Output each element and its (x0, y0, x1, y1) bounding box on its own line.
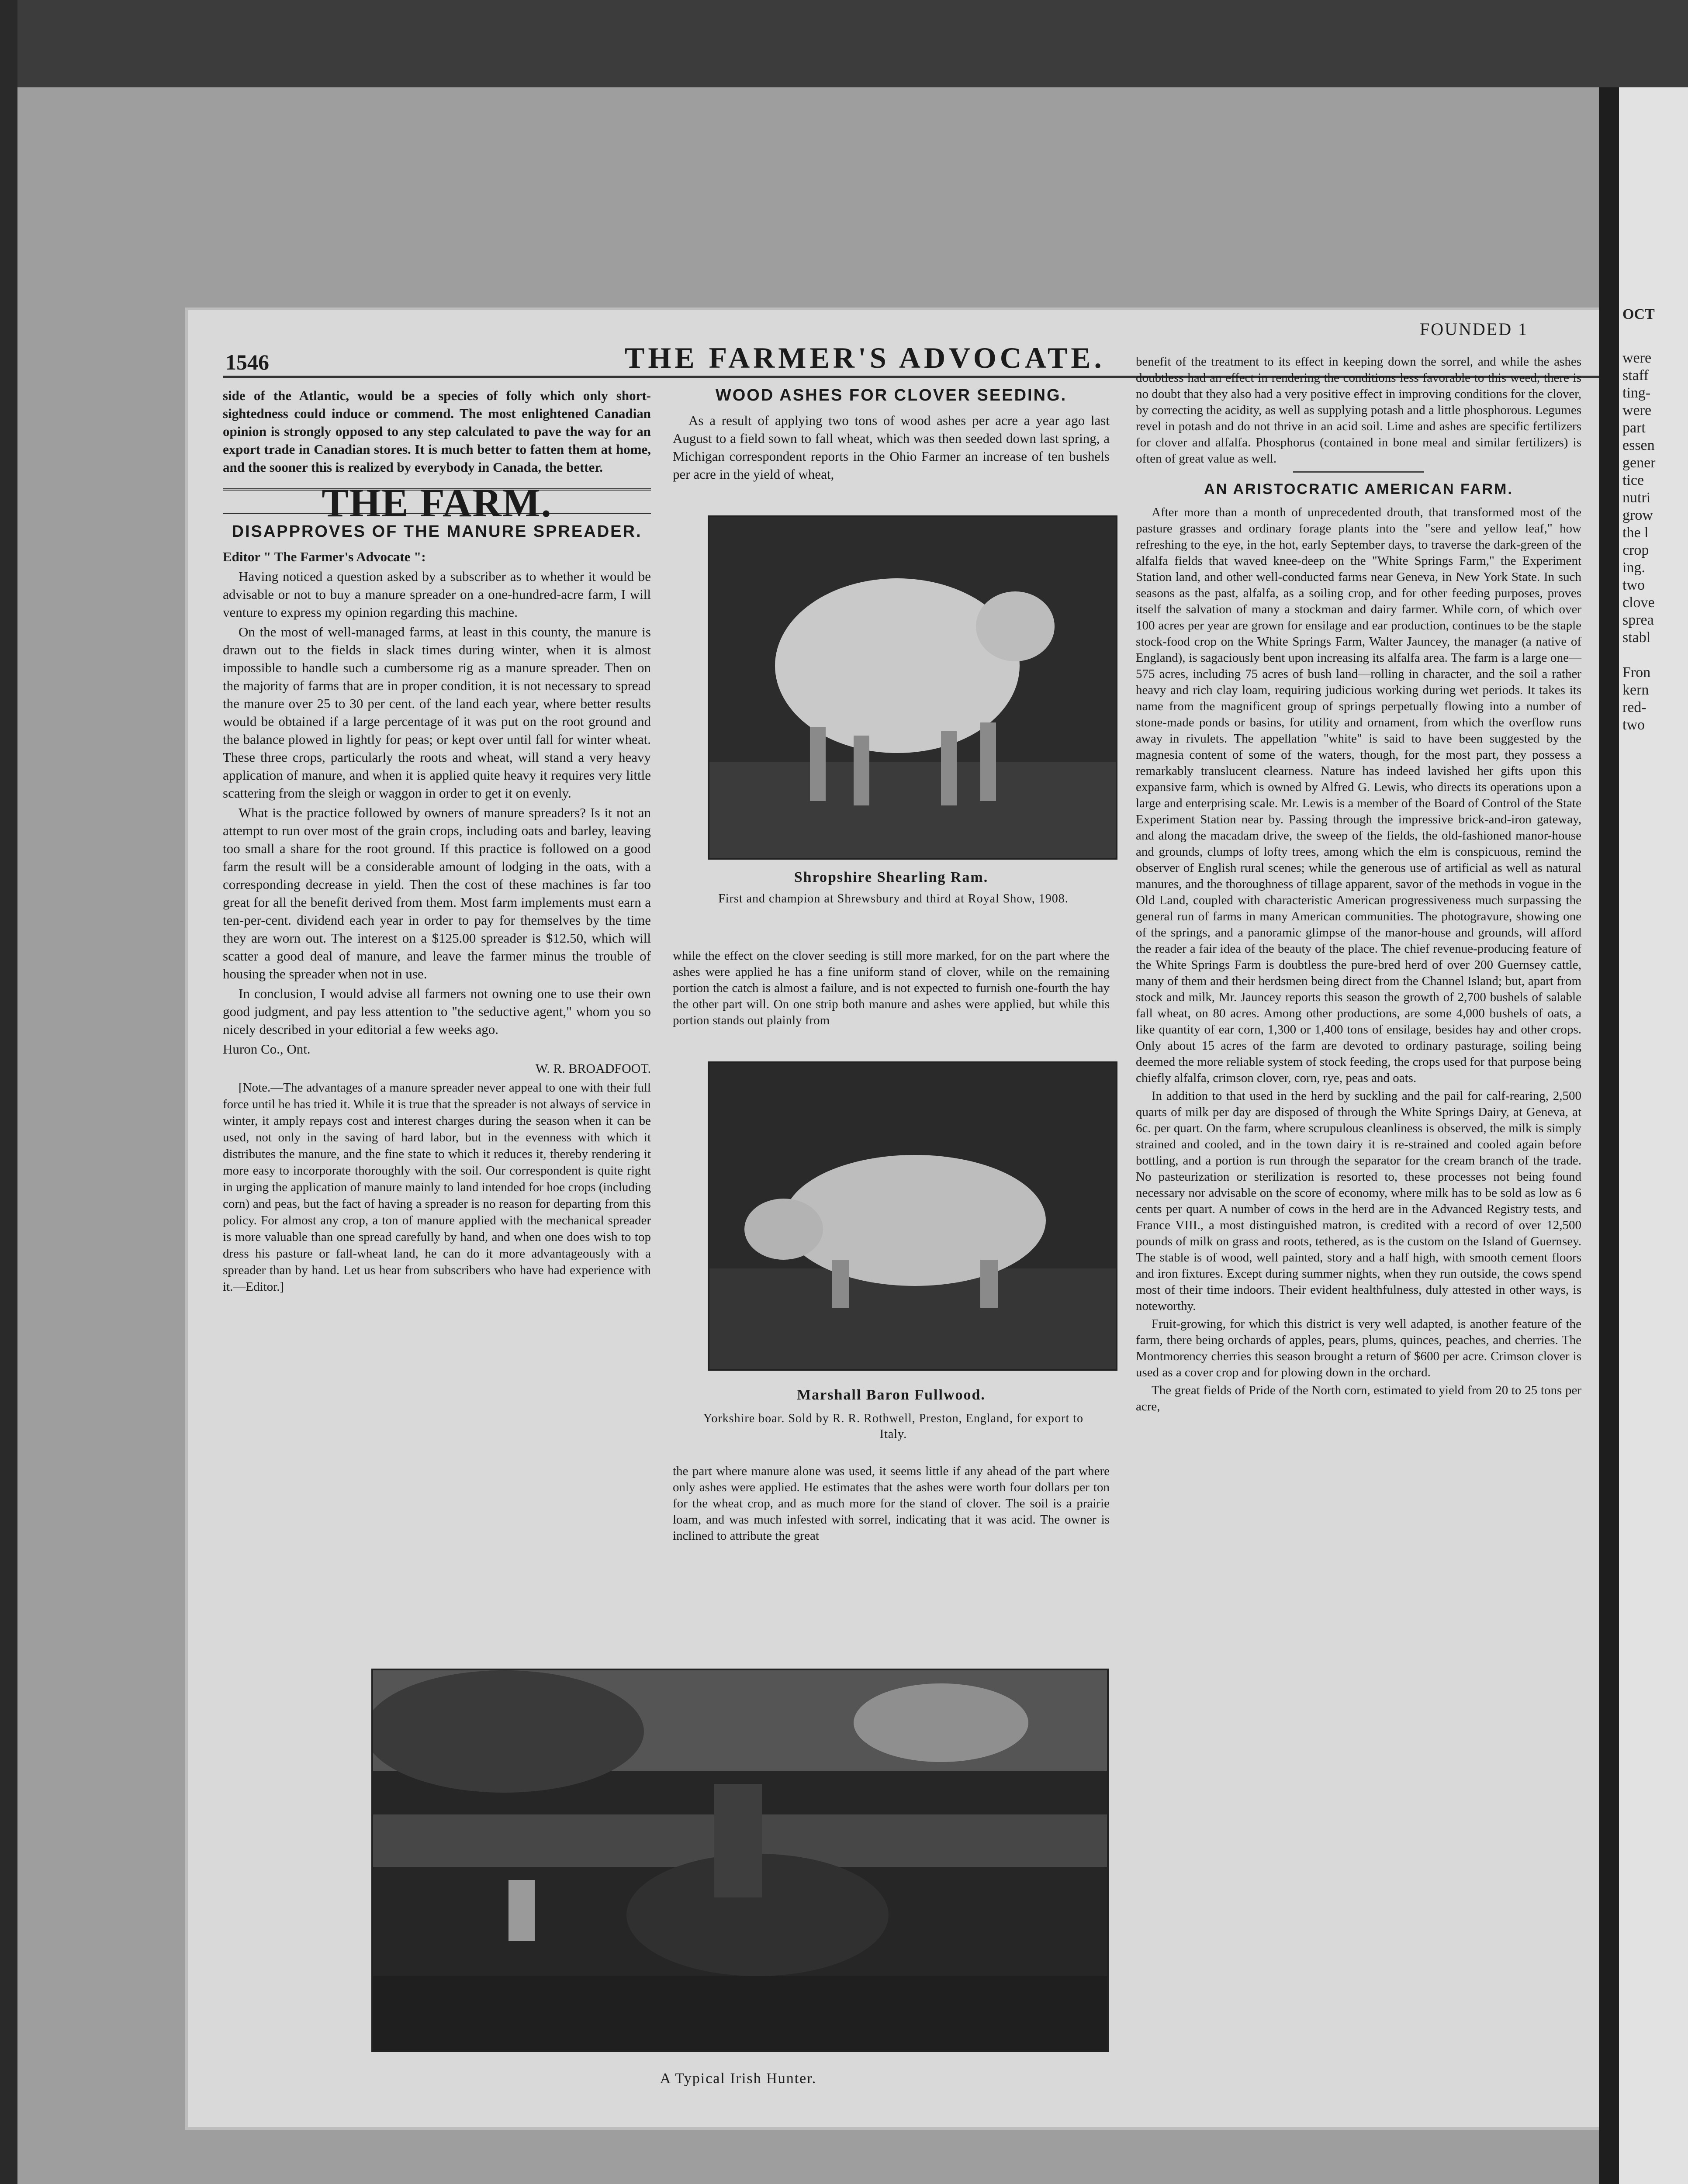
adjacent-text: staff (1622, 367, 1649, 384)
adjacent-text: part (1622, 420, 1646, 436)
adjacent-text: clove (1622, 594, 1655, 611)
adjacent-text: stabl (1622, 629, 1651, 646)
article-heading-american-farm: AN ARISTOCRATIC AMERICAN FARM. (1204, 481, 1513, 498)
photo-caption-ram: Shropshire Shearling Ram. (794, 869, 989, 885)
signature-place: Huron Co., Ont. (223, 1041, 311, 1057)
column-2-middle (673, 948, 1110, 1030)
salutation: Editor " The Farmer's Advocate ": (223, 549, 426, 564)
adjacent-text: tice (1622, 472, 1644, 488)
section-banner: THE FARM. (223, 488, 651, 514)
adjacent-page-fragment (1619, 87, 1688, 2184)
adjacent-text: two (1622, 577, 1645, 593)
adjacent-text: OCT (1622, 306, 1655, 322)
paragraph: In conclusion, I would advise all farmers not owning one to use their own good judgment, and pay less attention to "the seductive agent," whom you so nicely described in your editorial a few weeks ago. (223, 986, 651, 1037)
hunter-illustration (373, 1670, 1107, 2050)
scan-frame-left (0, 0, 17, 2184)
adjacent-text: red- (1622, 699, 1646, 715)
adjacent-text: crop (1622, 542, 1649, 558)
paragraph: On the most of well-managed farms, at least in this county, the manure is drawn out to the fields in slack times during winter, when it is almost impossible to handle such a cumbersome rig as a manure spreader. Then on the majority of farms that are in proper condition, it is not necessary to spread the manure over 25 to 30 per cent. of the land each year, where better results would be obtained if a large percentage of it was put on the root ground and the balance plowed in lightly for peas; or kept over until fall for winter wheat. These three crops, particularly the roots and wheat, will stand a very heavy application of manure, and when it is applied quite heavy it requires very little scattering from the sleigh or waggon in order to get it on evenly. (223, 624, 651, 801)
column-2 (673, 387, 1110, 485)
photo-caption-boar: Marshall Baron Fullwood. (797, 1387, 986, 1403)
divider (1293, 471, 1424, 473)
adjacent-text: nutri (1622, 490, 1651, 506)
book-binding-gutter (1599, 87, 1619, 2184)
adjacent-text: gener (1622, 455, 1656, 471)
paragraph: The great fields of Pride of the North corn, estimated to yield from 20 to 25 tons per acre, (1136, 1383, 1581, 1413)
lead-paragraph: side of the Atlantic, would be a species of folly which only short-sightedness could induce or commend. The most enlightened Canadian opinion is strongly opposed to any step calculated to pave the way for an export trade in Canadian stores. It is much better to fatten them at home, and the sooner this is realized by everybody in Canada, the better. (223, 388, 651, 475)
paragraph: As a result of applying two tons of wood ashes per acre a year ago last August to a field sown to fall wheat, which was then seeded down last spring, a Michigan correspondent reports in the Ohio Farmer an increase of ten bushels per acre in the yield of wheat, (673, 413, 1110, 482)
column-1 (223, 387, 651, 1297)
photo-irish-hunter (371, 1669, 1109, 2052)
founded-label: FOUNDED 1 (1420, 319, 1529, 339)
adjacent-text: ting- (1622, 385, 1651, 401)
paragraph: while the effect on the clover seeding is still more marked, for on the part where the ashes were applied he has a fine uniform stand of clover, while on the remaining portion the catch is almost a failure, and is not expected to furnish one-fourth the hay the other part will. On one strip both manure and ashes were applied, but while this portion stands out plainly from (673, 949, 1110, 1027)
signature-name: W. R. BROADFOOT. (535, 1061, 651, 1076)
paragraph: Having noticed a question asked by a subscriber as to whether it would be advisable or not to buy a manure spreader on a one-hundred-acre farm, I will venture to express my opinion regarding this machine. (223, 569, 651, 620)
adjacent-text: two (1622, 717, 1645, 733)
adjacent-text: Fron (1622, 664, 1651, 681)
photo-subcaption-boar: Yorkshire boar. Sold by R. R. Rothwell, Preston, England, for export to Italy. (703, 1412, 1083, 1441)
scan-frame-top (0, 0, 1688, 87)
adjacent-text: grow (1622, 507, 1653, 523)
adjacent-text: were (1622, 350, 1652, 366)
column-2-end (673, 1463, 1110, 1546)
photo-yorkshire-boar (708, 1061, 1117, 1371)
page-number: 1546 (225, 350, 269, 374)
adjacent-text: kern (1622, 682, 1649, 698)
adjacent-text: were (1622, 402, 1652, 418)
adjacent-text: ing. (1622, 560, 1645, 576)
boar-illustration (709, 1063, 1116, 1369)
paragraph: After more than a month of unprecedented drouth, that transformed most of the pasture grasses and ordinary forage plants into the "sere and yellow leaf," how refreshing to the eye, in the hot, early September days, to traverse the dark-green of the alfalfa fields that waved knee-deep on the "White Springs Farm," the Experiment Station land, and other well-conducted farms near Geneva, in New York State. In such seasons as the past, alfalfa, as a soiling crop, and for other feeding purposes, proves itself the salvation of many a stockman and dairy farmer. While corn, of which over 100 acres per year are grown for ensilage and ear production, continues to be the staple stock-food crop on the White Springs Farm, Walter Jauncey, the manager (a native of England), is sagaciously bent upon increasing its alfalfa area. The farm is a large one—575 acres, including 75 acres of bush land—rolling in character, and the soil a rather heavy and rich clay loam, requiring judicious working during wet periods. It takes its name from the magnificent group of springs perpetually flowing into a number of stone-made ponds or basins, for utility and ornament, from which the overflow runs away in rivulets. The appellation "white" is said to have been suggested by the magnesia content of some of the waters, though, for the most part, they possess a remarkably translucent clearness. Nature has indeed lavished her gifts upon this expansive farm, which is owned by Alfred G. Lewis, who directs its operations upon a large and enterprising scale. Mr. Lewis is a member of the Board of Control of the State Experiment Station near by. Passing through the impressive brick-and-iron gateway, and along the macadam drive, the sweep of the fields, the old-fashioned manor-house and grounds, clumps of lofty trees, among which the elm is conspicuous, remind the observer of English rural scenes; while the generous use of artificial as well as natural manures, and the thoroughness of tillage apparent, savor of the methods in vogue in the Old Land, coupled with characteristic American progressiveness much surpassing the general run of farms in many American communities. The photogravure, showing one of the springs, and a panoramic glimpse of the manor-house and grounds, will afford the reader a fair idea of the beauty of the place. The chief revenue-producing feature of the White Springs Farm is doubtless the pure-bred herd of over 200 Guernsey cattle, many of them and their herdsmen being direct from the Channel Island; but, apart from stock and milk, Mr. Jauncey reports this season the growth of 2,700 bushels of salable fall wheat, on 80 acres. Among other productions, are some 4,000 bushels of oats, a like quantity of ear corn, 1,300 or 1,400 tons of ensilage, besides hay and other crops. Only about 15 acres of the farm are devoted to ordinary pasturage, soiling being deemed the more reliable system of stock feeding, the crops used for that purpose being chiefly alfalfa, crimson clover, corn, rye, peas and oats. (1136, 505, 1581, 1085)
newspaper-page (188, 310, 1616, 2127)
ram-illustration (709, 517, 1116, 858)
article-heading-manure-spreader: DISAPPROVES OF THE MANURE SPREADER. (232, 522, 642, 541)
editor-note: [Note.—The advantages of a manure spreader never appeal to one with their full force until he has tried it. While it is true that the spreader is not always of service in winter, it amply repays cost and interest charges during the season when it can be used, not only in the saving of hard labor, but in the evenness with which it distributes the manure, and the fine state to which it reduces it, thereby rendering it more easy to incorporate thoroughly with the soil. Our correspondent is quite right in urging the application of manure mainly to land intended for hoe crops (including corn) and peas, but the fact of having a spreader is no reason for departing from this policy. For almost any crop, a ton of manure applied with the mechanical spreader is more valuable than one spread carefully by hand, and when one does wish to top dress his pasture or fall-wheat land, he can do it more advantageously with a spreader than by hand. Let us hear from subscribers who have had experience with it.—Editor.] (223, 1081, 651, 1294)
paragraph: Fruit-growing, for which this district is very well adapted, is another feature of the farm, there being orchards of apples, pears, plums, quinces, peaches, and cherries. The Montmorency cherries this season brought a return of $600 per acre. Crimson clover is used as a cover crop and for plowing down in the orchard. (1136, 1317, 1581, 1379)
masthead-title: THE FARMER'S ADVOCATE. (625, 341, 1105, 374)
adjacent-text: sprea (1622, 612, 1654, 628)
photo-subcaption-ram: First and champion at Shrewsbury and third at Royal Show, 1908. (718, 892, 1069, 905)
paragraph: the part where manure alone was used, it seems little if any ahead of the part where only ashes were applied. He estimates that the ashes were worth four dollars per ton for the wheat crop, and as much more for the stand of clover. The soil is a prairie loam, and was much infested with sorrel, indicating that it was acid. The owner is inclined to attribute the great (673, 1464, 1110, 1543)
paragraph: In addition to that used in the herd by suckling and the pail for calf-rearing, 2,500 quarts of milk per day are disposed of through the White Springs Dairy, at Geneva, at 6c. per quart. On the farm, where scrupulous cleanliness is observed, the milk is simply strained and cooled, and in the town dairy it is re-strained and cooled again before bottling, and a portion is run through the separator for the cream branch of the trade. No pasteurization or sterilization is resorted to, these processes not being found necessary nor advisable on the score of economy, where milk has to be sold as low as 6 cents per quart. A number of cows in the herd are in the Advanced Registry tests, and France VIII., a most distinguished matron, is credited with a record of over 12,500 pounds of milk on grass and roots, tethered, as is the custom on the Island of Guernsey. The stable is of wood, well painted, story and a half high, with smooth cement floors and iron fixtures. Except during summer nights, when they run outside, the cows spend most of their time indoors. Their evident healthfulness, duly attested in other ways, is noteworthy. (1136, 1089, 1581, 1313)
photo-shropshire-ram (708, 515, 1117, 860)
column-3 (1136, 354, 1581, 1417)
paragraph: What is the practice followed by owners of manure spreaders? Is it not an attempt to run over most of the grain crops, including oats and barley, leaving too small a share for the root ground. If this practice is followed on a good farm the result will be a considerable amount of lodging in the oats, with a corresponding decrease in yield. Then the cost of these machines is far too great for all the benefit derived from them. Most farm implements must earn a ten-per-cent. dividend each year in order to pay for themselves by the time they are worn out. The interest on a $125.00 spreader is $12.50, which will scatter a good deal of manure, and leave the farmer minus the trouble of housing the spreader when not in use. (223, 805, 651, 981)
paragraph: benefit of the treatment to its effect in keeping down the sorrel, and while the ashes doubtless had an effect in rendering the conditions less favorable to this weed, there is no doubt that they also had a very positive effect in improving conditions for the clover, by correcting the acidity, as well as supplying potash and a little phosphorous. Legumes revel in potash and do not thrive in an acid soil. Lime and ashes are specific fertilizers for clover and alfalfa. Phosphorus (contained in bone meal and similar fertilizers) is often of great value as well. (1136, 355, 1581, 466)
adjacent-text: the l (1622, 525, 1649, 541)
adjacent-text: essen (1622, 437, 1655, 453)
article-heading-wood-ashes: WOOD ASHES FOR CLOVER SEEDING. (715, 386, 1067, 404)
photo-caption-hunter: A Typical Irish Hunter. (660, 2070, 817, 2087)
